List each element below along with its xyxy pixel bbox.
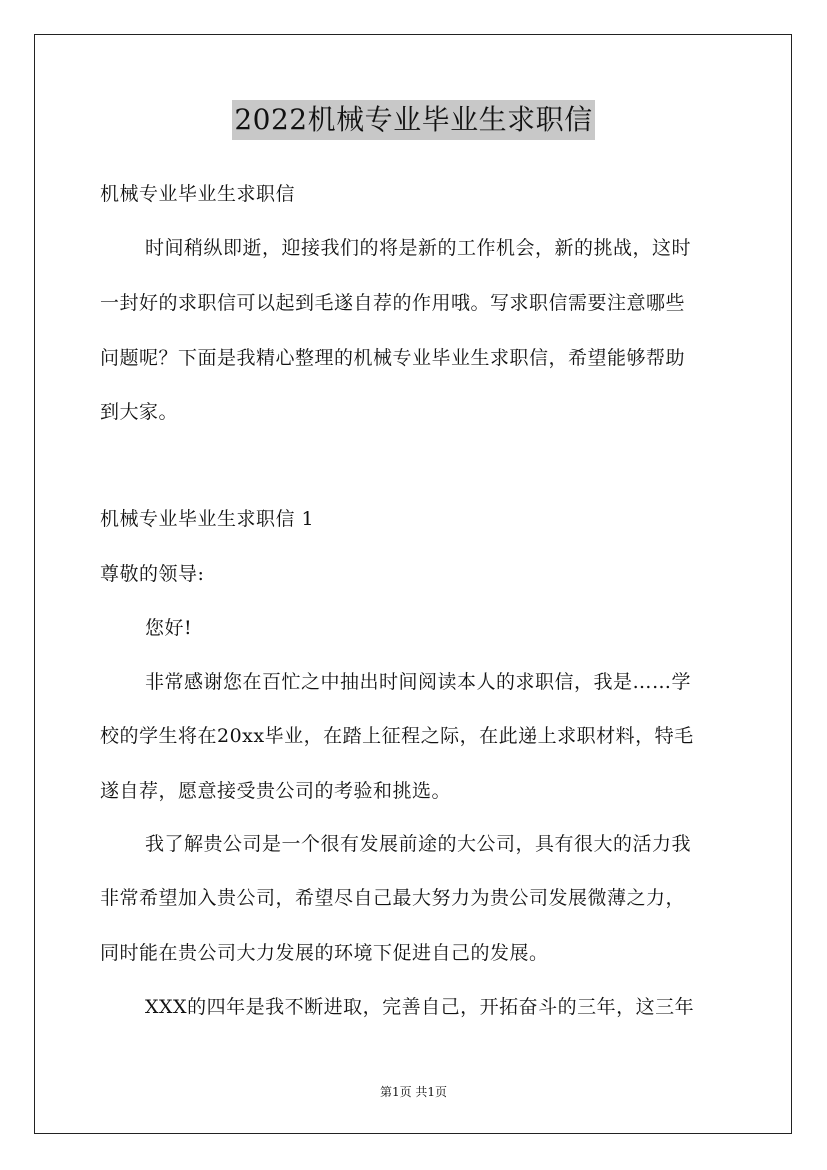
greeting: 您好!: [145, 617, 193, 639]
document-subtitle: 机械专业毕业生求职信: [100, 183, 296, 205]
letter-heading: 机械专业毕业生求职信 1: [100, 508, 315, 530]
page-number: 第1页 共1页: [379, 1085, 448, 1099]
intro-line: 问题呢？下面是我精心整理的机械专业毕业生求职信，希望能够帮助: [100, 347, 686, 369]
body-line: 我了解贵公司是一个很有发展前途的大公司，具有很大的活力我: [145, 833, 692, 855]
salutation: 尊敬的领导:: [100, 563, 205, 585]
body-line: 同时能在贵公司大力发展的环境下促进自己的发展。: [100, 942, 549, 964]
body-line: 非常希望加入贵公司，希望尽自己最大努力为贵公司发展微薄之力，: [100, 887, 686, 909]
document-title: 2022机械专业毕业生求职信: [232, 100, 594, 140]
body-line: 遂自荐，愿意接受贵公司的考验和挑选。: [100, 780, 452, 802]
body-line: 校的学生将在20xx毕业，在踏上征程之际，在此递上求职材料，特毛: [100, 725, 694, 747]
body-line: XXX的四年是我不断进取，完善自己，开拓奋斗的三年，这三年: [145, 996, 695, 1018]
intro-line: 一封好的求职信可以起到毛遂自荐的作用哦。写求职信需要注意哪些: [100, 292, 686, 314]
intro-line: 时间稍纵即逝，迎接我们的将是新的工作机会，新的挑战，这时: [145, 237, 692, 259]
intro-line: 到大家。: [100, 401, 179, 423]
body-line: 非常感谢您在百忙之中抽出时间阅读本人的求职信，我是……学: [145, 671, 692, 693]
title-container: [0, 100, 827, 140]
